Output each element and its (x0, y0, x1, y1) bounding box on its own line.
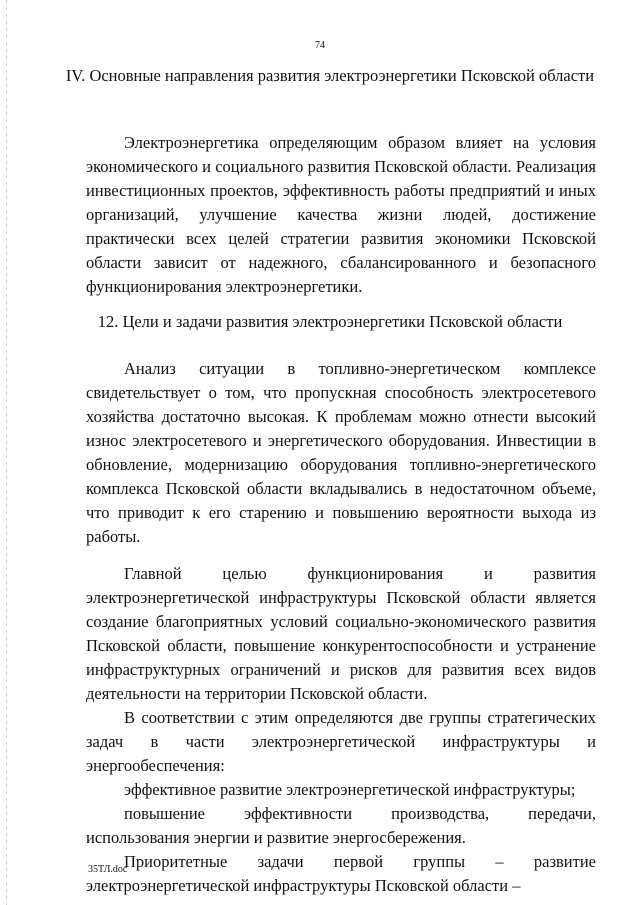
paragraph-goal: Главной целью функционирования и развития электроэнергетической инфраструктуры Псковской области является создание благоприятных условий социально-экономического развития Псковской области, повышение конкурентоспособности и устранение инфраструктурных ограничений и рисков для развития всех видов деятельности на территории Псковской области. (86, 564, 596, 703)
document-filename: 35ТЛ.doc (88, 864, 128, 875)
page-number: 74 (315, 40, 325, 51)
paragraph-analysis: Анализ ситуации в топливно-энергетическом комплексе свидетельствует о том, что пропускная способность электросетевого хозяйства достаточно высокая. К проблемам можно отнести высокий износ электросетевого и энергетического оборудования. Инвестиции в обновление, модернизацию оборудования топливно-энергетического комплекса Псковской области вкладывались в недостаточном объеме, что приводит к его старению и повышению вероятности выхода из работы. (86, 359, 596, 546)
chapter-heading: IV. Основные направления развития электроэнергетики Псковской области (65, 66, 595, 85)
intro-paragraph: Электроэнергетика определяющим образом влияет на условия экономического и социального развития Псковской области. Реализация инвестиционных проектов, эффективность работы предприятий и иных организаций, улучшение качества жизни людей, достижение практически всех целей стратегии развития экономики Псковской области зависит от надежного, сбалансированного и безопасного функционирования электроэнергетики. (86, 133, 596, 296)
scan-edge (6, 0, 7, 905)
paragraph-gap (86, 549, 596, 562)
section-body (86, 357, 596, 898)
task-item-1: эффективное развитие электроэнергетической инфраструктуры; (124, 780, 576, 799)
section-heading: 12. Цели и задачи развития электроэнергетики Псковской области (97, 312, 563, 331)
paragraph-tasks-intro: В соответствии с этим определяются две группы стратегических задач в части электроэнергетической инфраструктуры и энергообеспечения: (86, 708, 596, 775)
task-item-2: повышение эффективности производства, передачи, использования энергии и развитие энергосбережения. (86, 804, 596, 847)
intro-block (86, 131, 596, 299)
paragraph-priority: Приоритетные задачи первой группы – развитие электроэнергетической инфраструктуры Псковской области – (86, 852, 596, 895)
